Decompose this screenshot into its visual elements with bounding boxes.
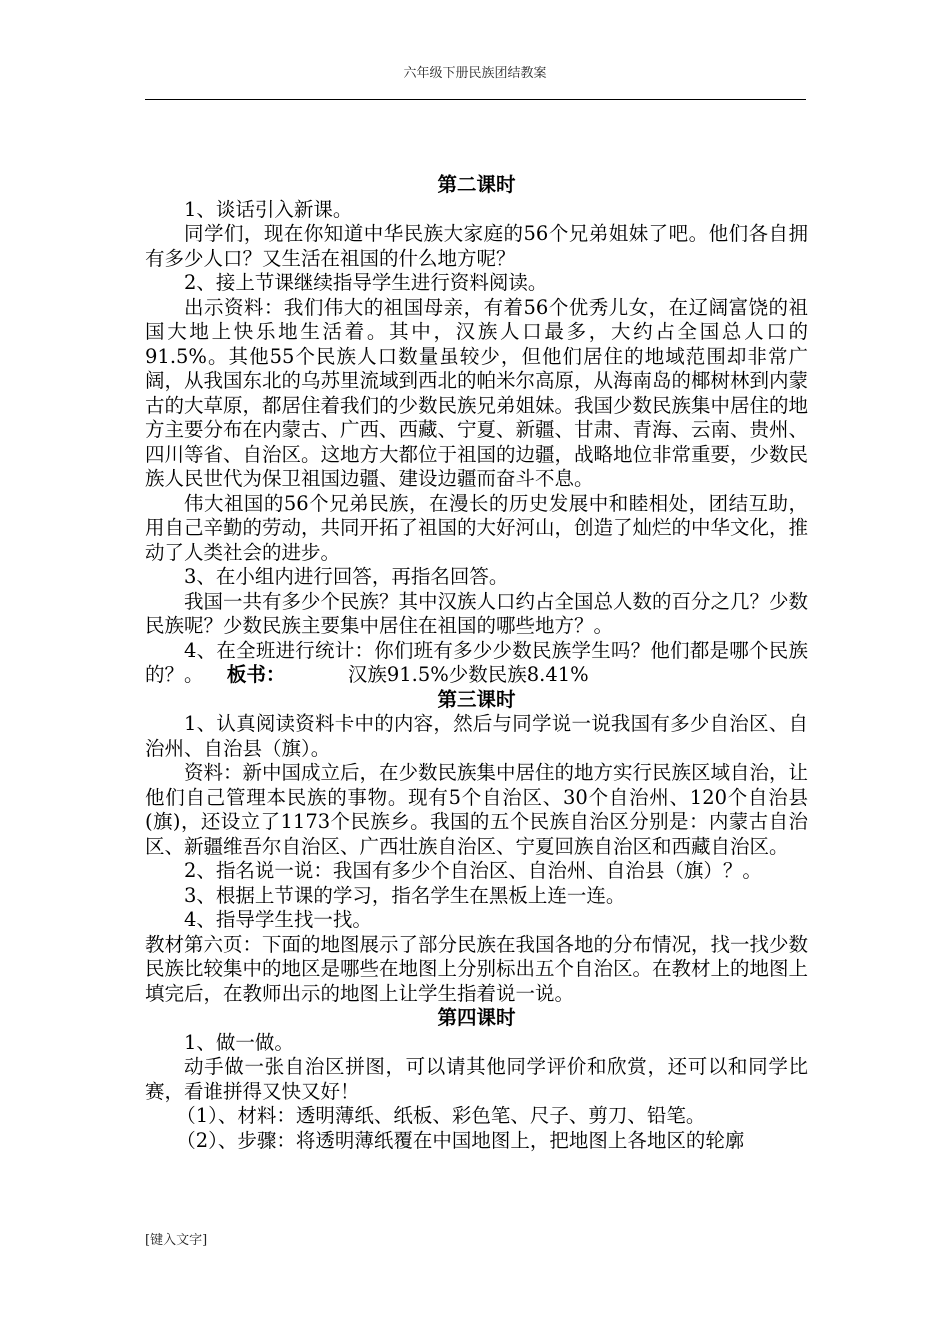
paragraph: 1、做一做。 [184,1030,294,1054]
header-divider [145,99,806,100]
paragraph: 1、谈话引入新课。 [184,197,353,221]
paragraph: 伟大祖国的56个兄弟民族，在漫长的历史发展中和睦相处，团结互助，用自己辛勤的劳动，共同开拓了祖国的大好河山，创造了灿烂的中华文化，推动了人类社会的进步。 [145,491,809,564]
paragraph: 3、在小组内进行回答，再指名回答。 [184,565,509,588]
board-label: 板书： [226,663,286,686]
paragraph: 同学们，现在你知道中华民族大家庭的56个兄弟姐妹了吧。他们各自拥有多少人口？又生活在祖国的什么地方呢？ [145,222,808,270]
paragraph-text: 4、在全班进行统计：你们班有多少少数民族学生吗？他们都是哪个民族的？。 [145,638,808,686]
paragraph: 2、指名说一说：我国有多少个自治区、自治州、自治县（旗）？。 [184,859,762,882]
paragraph: 教材第六页：下面的地图展示了部分民族在我国各地的分布情况，找一找少数民族比较集中的地区是哪些在地图上分别标出五个自治区。在教材上的地图上填完后，在教师出示的地图上让学生指着说一说。 [145,932,809,1005]
lesson-4-heading: 第四课时 [437,1006,516,1029]
page-header-title: 六年级下册民族团结教案 [403,66,547,81]
paragraph: （2）、步骤：将透明薄纸覆在中国地图上，把地图上各地区的轮廓 [176,1128,745,1152]
board-text: 汉族91.5%少数民族8.41% [347,663,589,686]
page-footer-placeholder: [键入文字] [145,1233,208,1248]
document-body [145,173,808,1153]
lesson-2-heading: 第二课时 [437,173,516,196]
paragraph-with-board [145,639,808,688]
paragraph: （1）、材料：透明薄纸、纸板、彩色笔、尺子、剪刀、铅笔。 [176,1104,706,1127]
lesson-3-heading: 第三课时 [437,687,516,711]
paragraph: 1、认真阅读资料卡中的内容，然后与同学说一说我国有多少自治区、自治州、自治县（旗）。 [145,712,808,760]
paragraph: 我国一共有多少个民族？其中汉族人口约占全国总人数的百分之几？少数民族呢？少数民族主要集中居住在祖国的哪些地方？。 [145,589,809,637]
paragraph: 4、指导学生找一找。 [184,908,372,931]
paragraph: 3、根据上节课的学习，指名学生在黑板上连一连。 [184,883,626,907]
paragraph: 出示资料：我们伟大的祖国母亲，有着56个优秀儿女，在辽阔富饶的祖国大地上快乐地生活着。其中，汉族人口最多，大约占全国总人口的91.5%。其他55个民族人口数量虽较少，但他们居住的地域范围却非常广阔，从我国东北的乌苏里流域到西北的帕米尔高原，从海南岛的椰树林到内蒙古的大草原，都居住着我们的少数民族兄弟姐妹。我国少数民族集中居住的地方主要分布在内蒙古、广西、西藏、宁夏、新疆、甘肃、青海、云南、贵州、四川等省、自治区。这地方大都位于祖国的边疆，战略地位非常重要，少数民族人民世代为保卫祖国边疆、建设边疆而奋斗不息。 [145,295,809,490]
paragraph: 2、接上节课继续指导学生进行资料阅读。 [184,271,548,294]
paragraph: 动手做一张自治区拼图，可以请其他同学评价和欣赏，还可以和同学比赛，看谁拼得又快又好！ [145,1055,808,1103]
paragraph: 资料：新中国成立后，在少数民族集中居住的地方实行民族区域自治，让他们自己管理本民族的事物。现有5个自治区、30个自治州、120个自治县(旗)，还设立了1173个民族乡。我国的五个民族自治区分别是：内蒙古自治区、新疆维吾尔自治区、广西壮族自治区、宁夏回族自治区和西藏自治区。 [145,761,809,858]
